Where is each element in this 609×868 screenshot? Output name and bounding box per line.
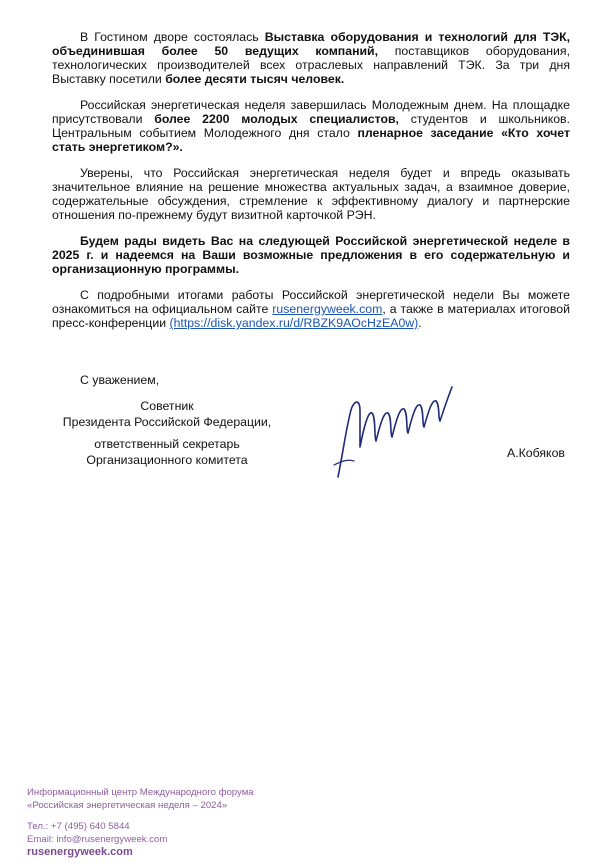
letter-paragraph: [52, 98, 570, 154]
hyperlink[interactable]: rusenergyweek.com: [272, 302, 383, 316]
closing-regards: С уважением,: [80, 373, 160, 387]
bold-text: более десяти тысяч человек.: [165, 72, 345, 86]
footer-website[interactable]: rusenergyweek.com: [27, 846, 133, 858]
letter-paragraph: [52, 166, 570, 222]
footer-org-line: «Российская энергетическая неделя – 2024»: [27, 800, 228, 811]
signatory-line: Организационного комитета: [86, 453, 248, 467]
letterhead-footer: [27, 786, 254, 859]
bold-text: более 2200 молодых специалистов,: [154, 112, 399, 126]
signatory-line: ответственный секретарь: [94, 437, 240, 451]
text-run: В Гостином дворе состоялась: [80, 30, 265, 44]
footer-org-line: Информационный центр Международного форума: [27, 787, 254, 798]
signatory-title-block: [52, 398, 282, 468]
text-run: студентов и школьников. Центральным событием Молодежного дня стало: [52, 112, 571, 140]
letter-body: [52, 30, 570, 342]
text-run: .: [418, 316, 422, 330]
letter-paragraph: [52, 30, 570, 86]
text-run: Уверены, что Российская энергетическая неделя будет и впредь оказывать значительное влияние на решение множества актуальных задач, а взаимное доверие, содержательные обсуждения, стремление к эффективному диалогу и партнерские отношения по-прежнему будут визитной карточкой РЭН.: [52, 166, 570, 222]
text-run: Российская энергетическая неделя завершилась Молодежным днем. На площадке присутствовали: [52, 98, 570, 126]
letter-paragraph: [52, 288, 570, 330]
hyperlink[interactable]: (https://disk.yandex.ru/d/RBZK9AOcHzEA0w): [169, 316, 419, 330]
footer-phone: Тел.: +7 (495) 640 5844: [27, 821, 130, 832]
bold-text: Будем рады видеть Вас на следующей Российской энергетической неделе в 2025 г. и надеемся на Ваши возможные предложения в его содержательную и организационную программы.: [52, 234, 570, 276]
text-run: , а также в материалах итоговой пресс-конференции: [52, 302, 570, 330]
bold-text: пленарное заседание «Кто хочет стать энергетиком?».: [52, 126, 570, 154]
signer-name: А.Кобяков: [507, 446, 565, 460]
text-run: С подробными итогами работы Российской энергетической недели Вы можете ознакомиться на официальном сайте: [52, 288, 570, 316]
signatory-line: Президента Российской Федерации,: [62, 415, 272, 429]
letter-paragraph: [52, 234, 570, 276]
footer-email[interactable]: Email: info@rusenergyweek.com: [27, 834, 168, 845]
bold-text: Выставка оборудования и технологий для ТЭК, объединившая более 50 ведущих компаний,: [52, 30, 570, 58]
signatory-line: Советник: [140, 399, 194, 413]
text-run: поставщиков оборудования, технологических производителей всех отраслевых направлений ТЭК. За три дня Выставку посетили: [52, 44, 570, 86]
handwritten-signature: [324, 377, 456, 487]
